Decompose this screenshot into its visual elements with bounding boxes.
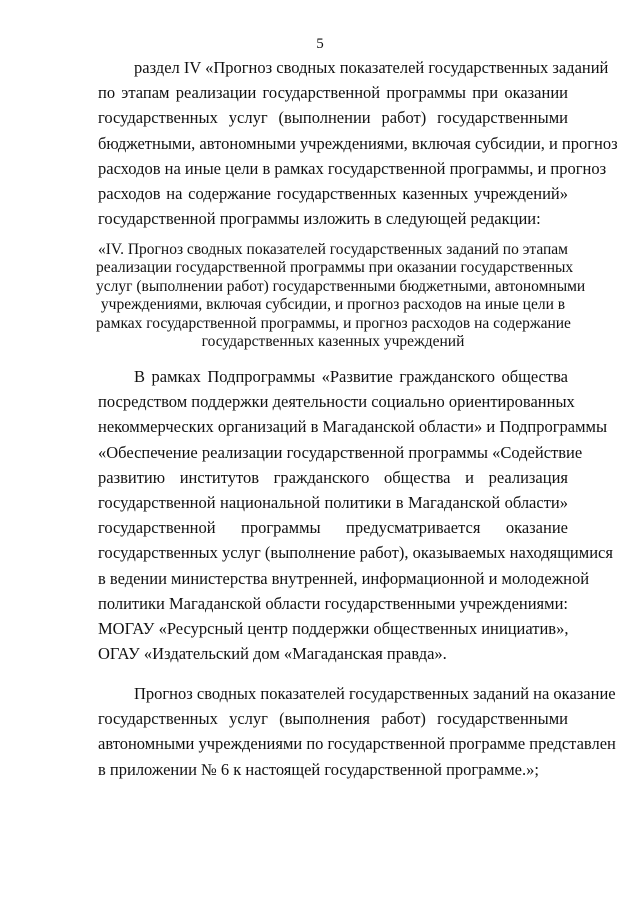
text-line: в ведении министерства внутренней, информационной и молодежной xyxy=(98,568,590,588)
text-line: В рамках Подпрограммы «Развитие гражданского общества xyxy=(134,367,568,386)
heading-line: учреждениями, включая субсидии, и прогноз расходов на иные цели в xyxy=(100,296,566,314)
text-line: посредством поддержки деятельности социально ориентированных xyxy=(98,392,575,412)
text-line: автономными учреждениями по государственной программе представлен xyxy=(98,734,616,754)
text-line: «Обеспечение реализации государственной программы «Содействие xyxy=(98,442,583,462)
text-line: государственной национальной политики в Магаданской области» xyxy=(98,493,568,513)
section-heading xyxy=(96,241,586,351)
text-line: раздел IV «Прогноз сводных показателей государственных заданий xyxy=(134,58,609,77)
heading-line: рамках государственной программы, и прогноз расходов на содержание xyxy=(96,314,571,332)
text-line: некоммерческих организаций в Магаданской области» и Подпрограммы xyxy=(98,417,608,437)
heading-line: государственных казенных учреждений xyxy=(201,333,465,351)
text-line: Прогноз сводных показателей государственных заданий на оказание xyxy=(134,684,616,703)
text-line: в приложении № 6 к настоящей государственной программе.»; xyxy=(98,759,539,779)
text-line: МОГАУ «Ресурсный центр поддержки общественных инициатив», xyxy=(98,619,569,639)
text-line: по этапам реализации государственной программы при оказании xyxy=(98,83,568,103)
text-line: развитию институтов гражданского общества и реализация xyxy=(98,467,568,487)
body-paragraph-1 xyxy=(98,364,613,666)
text-line: государственных услуг (выполнения работ) государственными xyxy=(98,709,568,729)
text-line: государственных услуг (выполнение работ), оказываемых находящимися xyxy=(98,543,613,563)
text-line: государственных услуг (выполнении работ) государственными xyxy=(98,108,568,128)
intro-paragraph xyxy=(98,55,618,231)
text-line: политики Магаданской области государственными учреждениями: xyxy=(98,593,568,613)
body-paragraph-2 xyxy=(98,681,616,782)
heading-line: реализации государственной программы при оказании государственных xyxy=(96,259,574,277)
text-line: расходов на содержание государственных казенных учреждений» xyxy=(98,184,568,204)
text-line: расходов на иные цели в рамках государственной программы, и прогноз xyxy=(98,158,607,178)
page-number: 5 xyxy=(316,36,324,52)
heading-line: «IV. Прогноз сводных показателей государственных заданий по этапам xyxy=(97,241,568,258)
text-line: бюджетными, автономными учреждениями, включая субсидии, и прогноз xyxy=(98,133,618,153)
heading-line: услуг (выполнении работ) государственными бюджетными, автономными xyxy=(96,277,586,295)
text-line: ОГАУ «Издательский дом «Магаданская правда». xyxy=(98,644,447,664)
text-line: государственной программы предусматривается оказание xyxy=(98,518,568,538)
text-line: государственной программы изложить в следующей редакции: xyxy=(98,209,541,229)
